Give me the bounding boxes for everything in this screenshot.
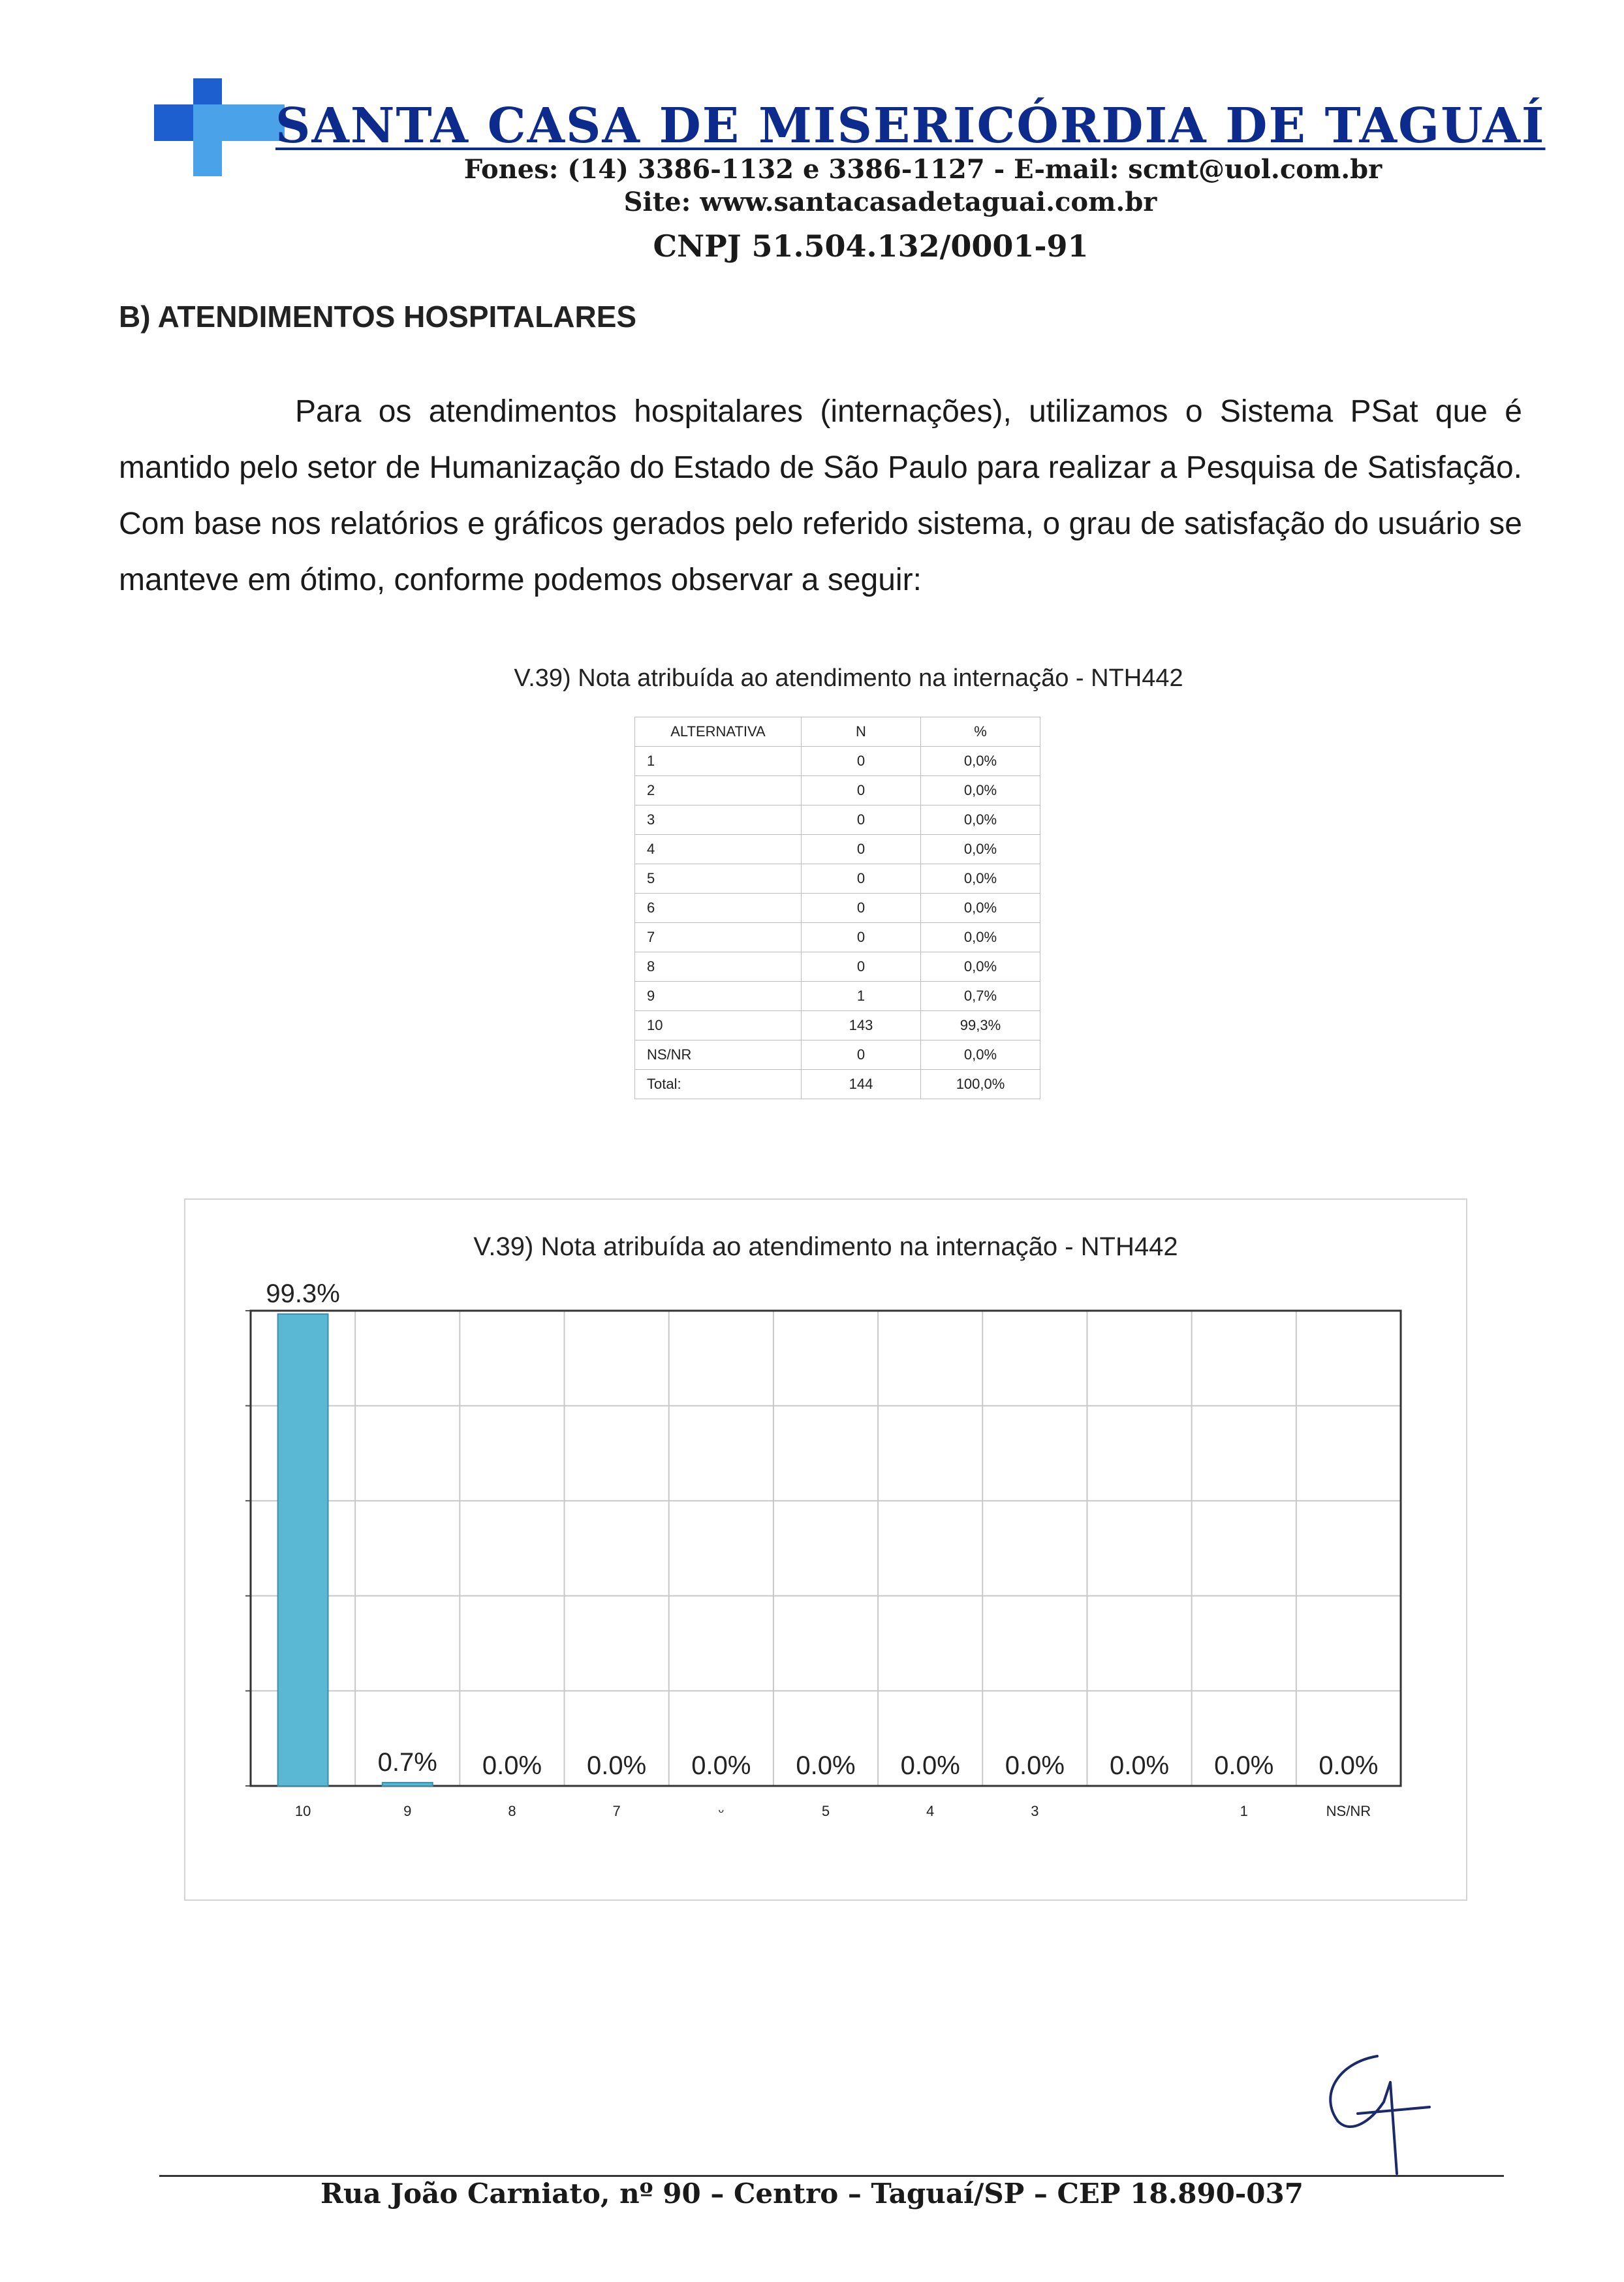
x-tick-label: 4: [926, 1803, 935, 1819]
x-tick-label: 7: [612, 1803, 621, 1819]
cell-n: 0: [802, 864, 921, 894]
data-label: 0.0%: [1319, 1751, 1379, 1780]
cell-percent: 0,0%: [921, 1040, 1040, 1070]
x-tick-label: 9: [403, 1803, 412, 1819]
x-tick-label: 8: [508, 1803, 516, 1819]
x-tick-label: NS/NR: [1326, 1803, 1371, 1819]
table-title: V.39) Nota atribuída ao atendimento na internação - NTH442: [514, 664, 1183, 692]
x-tick-label: 1: [1240, 1803, 1248, 1819]
data-label: 0.0%: [1214, 1751, 1274, 1780]
cnpj-number: CNPJ 51.504.132/0001-91: [653, 228, 1089, 264]
cell-n: 144: [802, 1070, 921, 1099]
contact-phones: Fones: (14) 3386-1132 e 3386-1127 - E-mail: scmt@uol.com.br: [463, 154, 1382, 185]
chart-title: V.39) Nota atribuída ao atendimento na internação - NTH442: [473, 1232, 1178, 1261]
cell-alternativa: 7: [635, 923, 802, 952]
x-tick-label: 5: [821, 1803, 830, 1819]
intro-paragraph: Para os atendimentos hospitalares (internações), utilizamos o Sistema PSat que é mantido pelo setor de Humanização do Estado de São Paulo para realizar a Pesquisa de Satisfação. Com base nos relatórios e gráficos gerados pelo referido sistema, o grau de satisfação do usuário se manteve em ótimo, conforme podemos observar a seguir:: [119, 394, 1522, 597]
section-title: B) ATENDIMENTOS HOSPITALARES: [119, 300, 637, 334]
cell-n: 0: [802, 1040, 921, 1070]
cell-alternativa: 5: [635, 864, 802, 894]
cell-percent: 0,0%: [921, 923, 1040, 952]
cell-alternativa: 8: [635, 952, 802, 982]
cell-n: 1: [802, 982, 921, 1011]
cell-n: 0: [802, 776, 921, 805]
cell-percent: 0,0%: [921, 864, 1040, 894]
plot-area-border: [251, 1311, 1401, 1786]
cell-n: 0: [802, 805, 921, 835]
cell-percent: 0,0%: [921, 835, 1040, 864]
cell-alternativa: 1: [635, 747, 802, 776]
cell-alternativa: Total:: [635, 1070, 802, 1099]
contact-site: Site: www.santacasadetaguai.com.br: [623, 187, 1157, 217]
cell-n: 143: [802, 1011, 921, 1040]
x-tick-label: ᵕ: [718, 1803, 724, 1819]
cell-alternativa: 3: [635, 805, 802, 835]
header-n: N: [802, 717, 921, 747]
cell-alternativa: 4: [635, 835, 802, 864]
data-label: 0.0%: [796, 1751, 856, 1780]
footer-address: Rua João Carniato, nº 90 – Centro – Taguaí/SP – CEP 18.890-037: [320, 2178, 1304, 2210]
cell-percent: 0,0%: [921, 805, 1040, 835]
cell-percent: 0,0%: [921, 776, 1040, 805]
cell-n: 0: [802, 747, 921, 776]
data-label: 0.0%: [691, 1751, 751, 1780]
bar-10: [278, 1314, 328, 1786]
organization-name: SANTA CASA DE MISERICÓRDIA DE TAGUAÍ: [275, 98, 1546, 154]
cell-alternativa: 10: [635, 1011, 802, 1040]
cell-percent: 0,0%: [921, 747, 1040, 776]
x-tick-label: 3: [1031, 1803, 1039, 1819]
cell-percent: 0,0%: [921, 952, 1040, 982]
cell-alternativa: 6: [635, 894, 802, 923]
cell-n: 0: [802, 923, 921, 952]
x-tick-label: 10: [294, 1803, 311, 1819]
cell-percent: 0,0%: [921, 894, 1040, 923]
cell-n: 0: [802, 952, 921, 982]
data-label: 99.3%: [266, 1279, 340, 1309]
handwritten-signature: [1299, 2037, 1449, 2180]
header-alternativa: ALTERNATIVA: [635, 717, 802, 747]
cell-n: 0: [802, 894, 921, 923]
bar-9: [383, 1783, 433, 1786]
data-label: 0.0%: [1109, 1751, 1170, 1780]
cell-alternativa: 9: [635, 982, 802, 1011]
data-label: 0.0%: [900, 1751, 960, 1780]
cell-alternativa: 2: [635, 776, 802, 805]
data-label: 0.0%: [482, 1751, 542, 1780]
footer-divider: [159, 2175, 1504, 2177]
cell-alternativa: NS/NR: [635, 1040, 802, 1070]
header-percent: %: [921, 717, 1040, 747]
cell-percent: 100,0%: [921, 1070, 1040, 1099]
cell-percent: 99,3%: [921, 1011, 1040, 1040]
cell-percent: 0,7%: [921, 982, 1040, 1011]
data-label: 0.7%: [377, 1747, 437, 1777]
cell-n: 0: [802, 835, 921, 864]
data-label: 0.0%: [587, 1751, 647, 1780]
data-label: 0.0%: [1005, 1751, 1065, 1780]
